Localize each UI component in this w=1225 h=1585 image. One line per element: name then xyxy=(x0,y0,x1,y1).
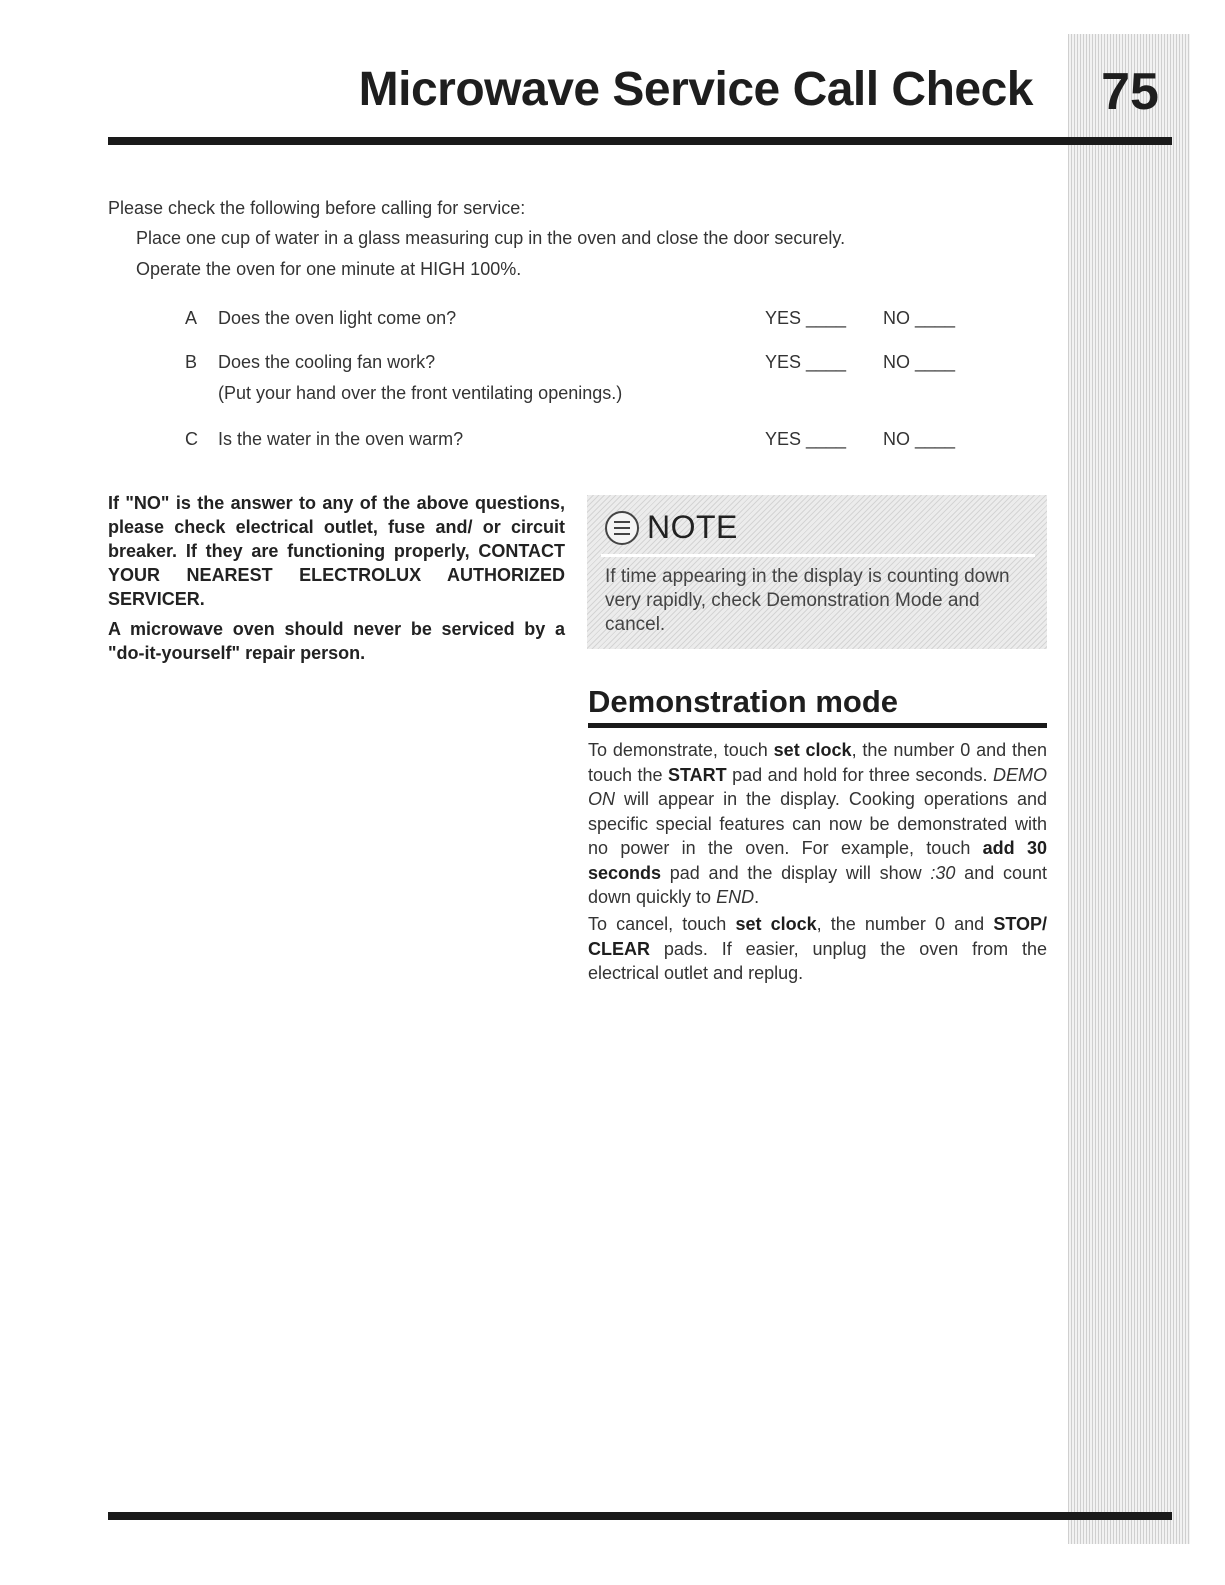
diy-warning: A microwave oven should never be serviced by a "do-it-yourself" repair person. xyxy=(108,619,565,663)
demo-paragraph-1: To demonstrate, touch set clock, the number 0 and then touch the START pad and hold for three seconds. DEMO ON will appear in the display. Cooking operations and specific special features can now be demonstrated with no power in the oven. For example, touch add 30 seconds pad and the display will show :30 and count down quickly to END. xyxy=(588,740,1047,907)
note-box xyxy=(587,495,1047,649)
check-step-1: Place one cup of water in a glass measuring cup in the oven and close the door securely. xyxy=(136,228,846,248)
question-letter: A xyxy=(185,308,198,328)
yes-answer-blank: YES ____ xyxy=(765,429,847,449)
demo-paragraph-2: To cancel, touch set clock, the number 0 and STOP/ CLEAR pads. If easier, unplug the oven from the electrical outlet and replug. xyxy=(588,914,1047,983)
question-text: Does the cooling fan work? xyxy=(218,352,436,372)
page-number: 75 xyxy=(1101,63,1159,121)
footer-rule xyxy=(108,1512,1172,1520)
note-header xyxy=(605,509,738,546)
question-subtext: (Put your hand over the front ventilating openings.) xyxy=(218,383,623,403)
question-text: Does the oven light come on? xyxy=(218,308,457,328)
header-rule xyxy=(108,137,1172,145)
no-answer-blank: NO ____ xyxy=(883,352,956,372)
check-step-2: Operate the oven for one minute at HIGH 100%. xyxy=(136,259,522,279)
page-title: Microwave Service Call Check xyxy=(358,63,1033,116)
note-icon xyxy=(605,511,639,545)
no-answer-blank: NO ____ xyxy=(883,429,956,449)
question-letter: C xyxy=(185,429,198,449)
check-intro: Please check the following before calling for service: xyxy=(108,198,526,218)
yes-answer-blank: YES ____ xyxy=(765,352,847,372)
note-divider xyxy=(601,554,1035,557)
question-letter: B xyxy=(185,352,198,372)
yes-answer-blank: YES ____ xyxy=(765,308,847,328)
section-rule xyxy=(588,723,1047,728)
section-title: Demonstration mode xyxy=(588,684,899,719)
service-warning: If "NO" is the answer to any of the above questions, please check electrical outlet, fuse and/ or circuit breaker. If they are functioning properly, CONTACT YOUR NEAREST ELECTROLUX AUTHORIZED SERVICER. xyxy=(108,493,565,609)
note-text: If time appearing in the display is counting down very rapidly, check Demonstration Mode and cancel. xyxy=(605,566,1010,635)
note-label: NOTE xyxy=(647,509,738,545)
side-tab-decoration xyxy=(1068,34,1190,1544)
no-answer-blank: NO ____ xyxy=(883,308,956,328)
question-text: Is the water in the oven warm? xyxy=(218,429,464,449)
